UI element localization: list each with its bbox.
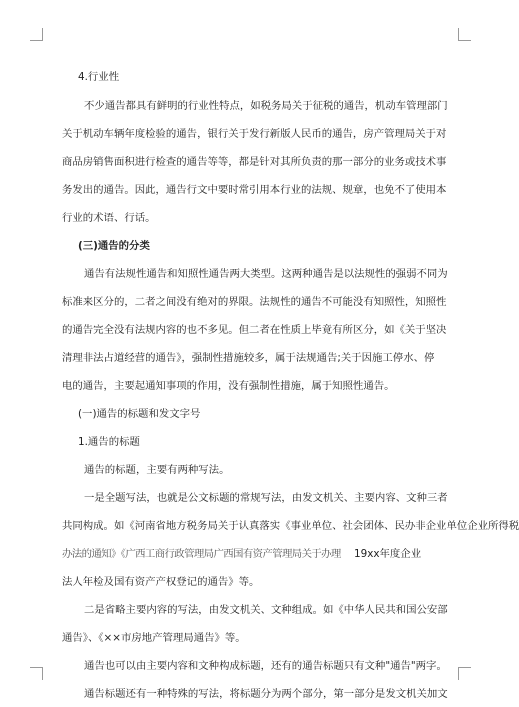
section-heading: (一)通告的标题和发文字号 xyxy=(78,408,201,420)
paragraph-line-overlapped: 办法的通知》《广西工商行政管理局广西国有资产管理局关于办理 xyxy=(62,548,341,560)
crop-mark-top-left xyxy=(30,28,43,41)
paragraph-line: 电的通告，主要起通知事项的作用，没有强制性措施，属于知照性通告。 xyxy=(62,380,395,392)
paragraph-line: 通告的标题，主要有两种写法。 xyxy=(84,464,230,476)
paragraph-line: 商品房销售面积进行检查的通告等等，都是针对其所负责的那一部分的业务或技术事 xyxy=(62,156,447,168)
paragraph-line: 法人年检及国有资产产权登记的通告》等。 xyxy=(62,576,260,588)
section-heading: 4.行业性 xyxy=(78,71,120,83)
paragraph-line: 的通告完全没有法规内容的也不多见。但二者在性质上毕竟有所区分，如《关于坚决 xyxy=(62,324,447,336)
paragraph-line: 不少通告都具有鲜明的行业性特点，如税务局关于征税的通告，机动车管理部门 xyxy=(84,100,448,112)
paragraph-line: 通告标题还有一种特殊的写法，将标题分为两个部分，第一部分是发文机关加文 xyxy=(84,688,448,700)
paragraph-line: 行业的术语、行话。 xyxy=(62,212,156,224)
crop-mark-bottom-right xyxy=(458,667,471,680)
paragraph-line: 通告也可以由主要内容和文种构成标题，还有的通告标题只有文种"通告"两字。 xyxy=(84,660,447,672)
paragraph-line: 务发出的通告。因此，通告行文中要时常引用本行业的法规、规章，也免不了使用本 xyxy=(62,184,447,196)
paragraph-line: 共同构成。如《河南省地方税务局关于认真落实《事业单位、社会团体、民办非企业单位企业所得税 xyxy=(62,520,519,532)
paragraph-line: 通告》、《××市房地产管理局通告》等。 xyxy=(62,632,246,644)
paragraph-line: 关于机动车辆年度检验的通告，银行关于发行新版人民币的通告，房产管理局关于对 xyxy=(62,128,447,140)
paragraph-line: 一是全题写法，也就是公文标题的常规写法，由发文机关、主要内容、文种三者 xyxy=(84,492,448,504)
paragraph-line: 标准来区分的，二者之间没有绝对的界限。法规性的通告不可能没有知照性，知照性 xyxy=(62,296,447,308)
paragraph-line: 通告有法规性通告和知照性通告两大类型。这两种通告是以法规性的强弱不同为 xyxy=(84,268,448,280)
crop-mark-bottom-left xyxy=(30,667,43,680)
paragraph-line: 二是省略主要内容的写法，由发文机关、文种组成。如《中华人民共和国公安部 xyxy=(84,604,448,616)
section-heading: 1.通告的标题 xyxy=(78,436,140,448)
crop-mark-top-right xyxy=(458,28,471,41)
paragraph-line: 清理非法占道经营的通告》，强制性措施较多，属于法规通告;关于因施工停水、停 xyxy=(62,352,435,364)
paragraph-line-tail: 19xx年度企业 xyxy=(354,548,422,560)
section-heading: (三)通告的分类 xyxy=(78,240,150,252)
